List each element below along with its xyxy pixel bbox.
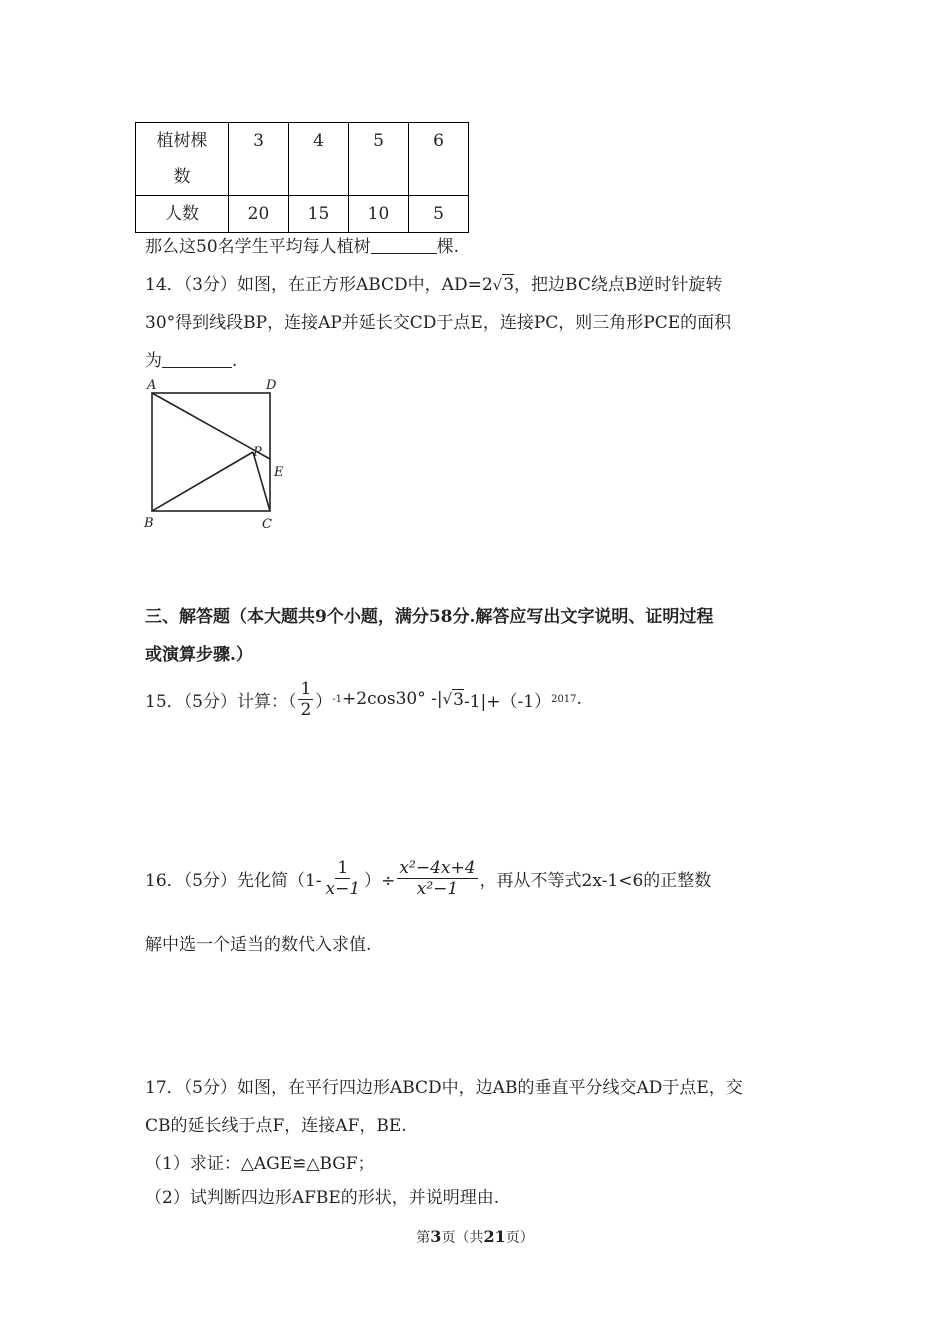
table-row-label: 人数 [136, 196, 229, 233]
q15-part-2: +2cos30° -| [342, 689, 443, 709]
answer-blank [371, 236, 437, 254]
header-line-1: 植树棵 [156, 131, 208, 151]
q15-expression: 15．（5分）计算：（ $\frac{1}{2}$ ） -1 +2cos30° -| √ 3 -1|+（-1） 2017 . [145, 678, 582, 720]
q14-text-c: 为 [145, 351, 162, 371]
q16-prefix: 16．（5分）先化简（1- [145, 870, 322, 891]
q13-text-after: 棵. [436, 237, 460, 257]
answer-blank [162, 350, 232, 368]
label-d: D [266, 378, 277, 393]
label-e: E [274, 465, 284, 480]
footer-text: 第 [416, 1230, 431, 1246]
q15-prefix: 15．（5分）计算：（ [145, 691, 297, 712]
table-row [136, 123, 469, 196]
table-header-cell [136, 123, 229, 196]
page-footer [0, 1227, 950, 1247]
fraction-denominator: 2 [300, 699, 312, 720]
label-p: P [253, 445, 262, 460]
exponent: -1 [332, 693, 343, 705]
q14-line-2: 30°得到线段BP，连接AP并延长交CD于点E，连接PC，则三角形PCE的面积 [145, 313, 732, 333]
table-cell: 4 [289, 123, 349, 196]
section-heading: 三、解答题（本大题共9个小题，满分58分.解答应写出文字说明、证明过程 [145, 607, 714, 627]
header-line-2: 数 [173, 167, 191, 187]
q15-end: . [576, 689, 582, 709]
q16-suffix: ，再从不等式2x-1<6的正整数 [479, 870, 712, 891]
q14-text-a: 14．（3分）如图，在正方形ABCD中，AD=2 [145, 275, 493, 295]
q14-line-3 [145, 346, 237, 371]
q17-line-2: CB的延长线于点F，连接AF，BE. [145, 1116, 407, 1136]
tree-count-table [135, 122, 469, 233]
sqrt-radicand: 3 [503, 275, 515, 295]
q15-part-1: ） [315, 691, 333, 712]
fraction-half [298, 679, 313, 720]
table-cell: 6 [409, 123, 469, 196]
label-b: B [144, 516, 154, 531]
q13-text [145, 232, 459, 257]
fraction-denominator: x−1 [325, 878, 361, 899]
fraction-numerator: 1 [337, 857, 349, 878]
page-number: 3 [430, 1227, 442, 1246]
fraction-2 [397, 858, 477, 899]
exponent: 2017 [551, 693, 577, 705]
sqrt-radicand: 3 [453, 689, 464, 710]
label-a: A [147, 378, 157, 393]
q17-subquestion-1: （1）求证：△AGE≌△BGF； [145, 1154, 375, 1174]
segment-pc [253, 452, 270, 511]
q17-line-1: 17．（5分）如图，在平行四边形ABCD中，边AB的垂直平分线交AD于点E，交 [145, 1078, 743, 1098]
fraction-numerator: 1 [300, 678, 312, 699]
q14-line-1: 14．（3分）如图，在正方形ABCD中，AD=2√3，把边BC绕点B逆时针旋转 [145, 275, 723, 295]
footer-text: 页） [505, 1230, 534, 1246]
q14-text-b: ，把边BC绕点B逆时针旋转 [514, 275, 723, 295]
table-cell: 5 [409, 196, 469, 233]
q16-expression [145, 855, 711, 901]
table-cell: 15 [289, 196, 349, 233]
fraction-1 [324, 858, 363, 899]
q16-line-2: 解中选一个适当的数代入求值. [145, 935, 372, 955]
total-pages: 21 [483, 1227, 506, 1246]
q16-mid: ）÷ [364, 870, 396, 891]
table-cell: 10 [349, 196, 409, 233]
segment-bp [152, 452, 253, 511]
table-cell: 3 [229, 123, 289, 196]
table-row [136, 196, 469, 233]
q17-subquestion-2: （2）试判断四边形AFBE的形状，并说明理由. [145, 1188, 500, 1208]
fraction-denominator: x²−1 [416, 878, 459, 899]
table-cell: 5 [349, 123, 409, 196]
square-abcd-figure [140, 372, 300, 537]
q14-text-d: . [232, 351, 238, 371]
label-c: C [262, 517, 272, 532]
table-cell: 20 [229, 196, 289, 233]
fraction-numerator: x²−4x+4 [399, 857, 476, 878]
footer-text: 页（共 [441, 1230, 484, 1246]
section-heading-line-2: 或演算步骤.） [145, 645, 253, 665]
q13-text-before: 那么这50名学生平均每人植树 [145, 237, 371, 257]
q15-part-3: -1|+（-1） [463, 691, 552, 712]
